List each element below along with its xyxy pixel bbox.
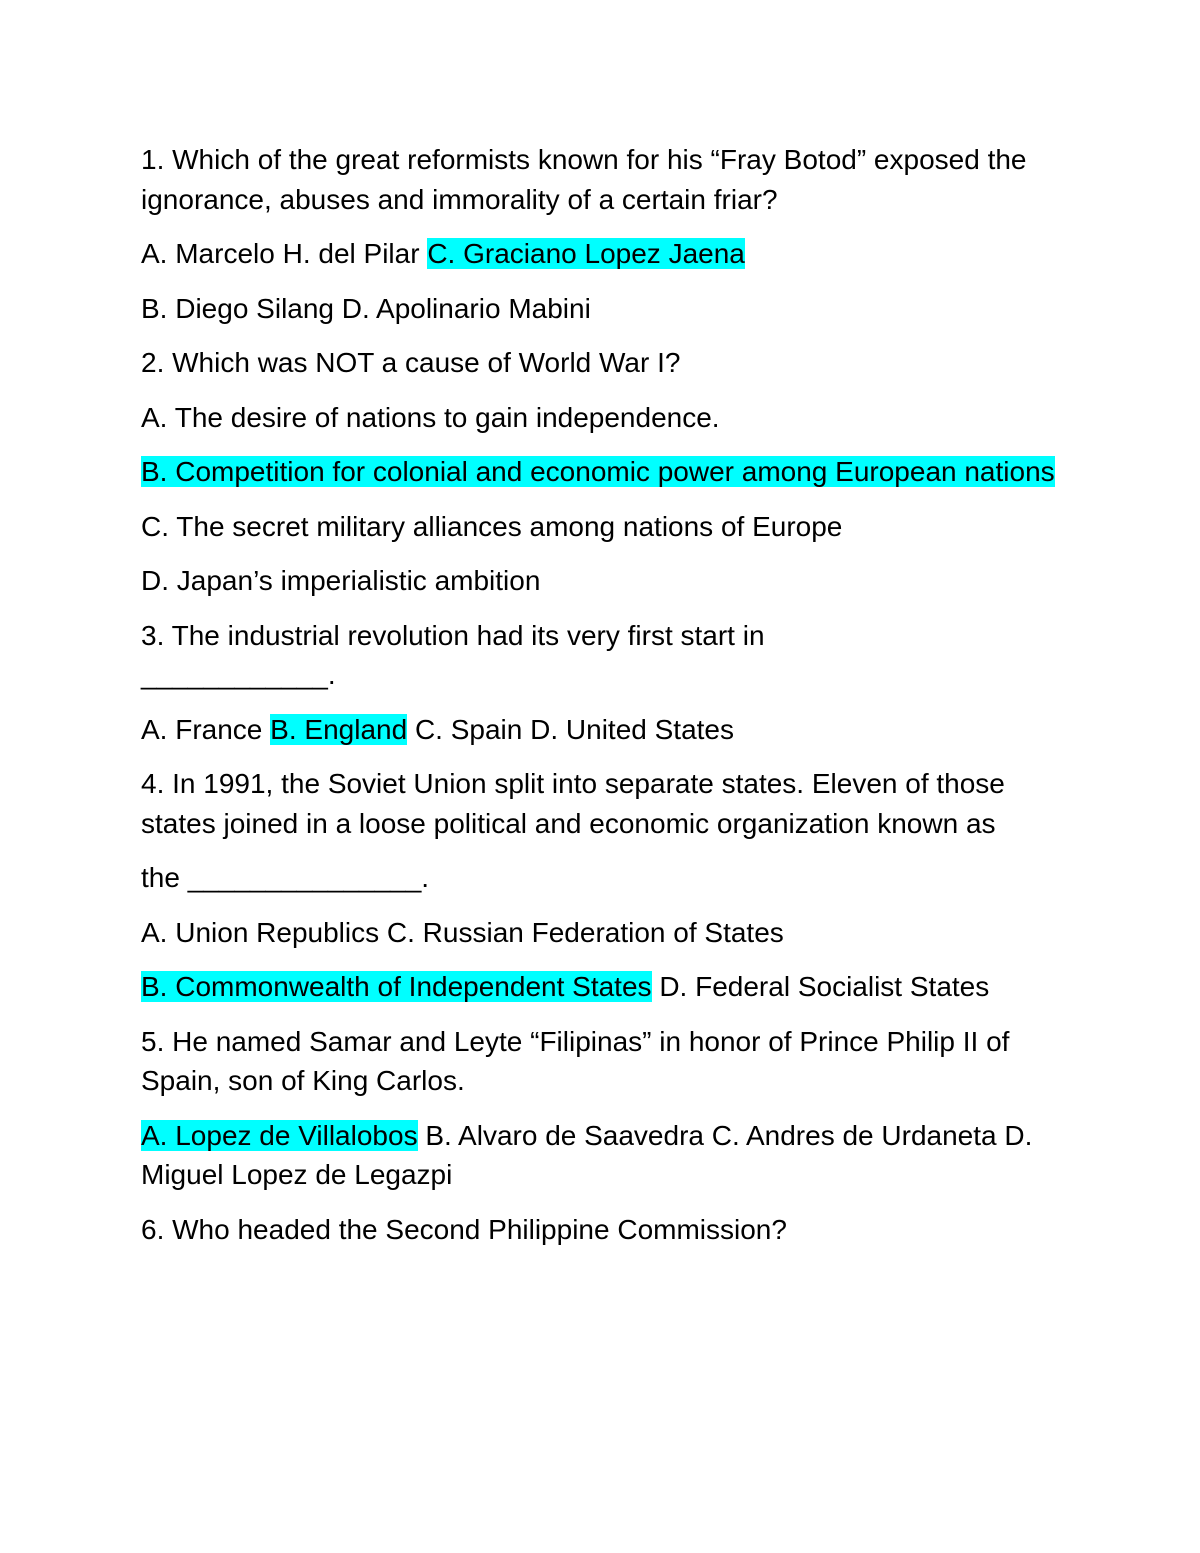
question-1-answer-highlight: C. Graciano Lopez Jaena [427,238,745,269]
question-3-options [141,710,1071,750]
question-4-options-line-2 [141,967,1071,1007]
question-3-text [141,616,1071,695]
question-4-blank-line: the _______________. [141,862,430,893]
question-1-option-a: A. Marcelo H. del Pilar [141,238,428,269]
question-3-stem: 3. The industrial revolution had its very first start in [141,619,765,651]
question-2-option-a: A. The desire of nations to gain independence. [141,401,720,433]
question-1-options-line-2: B. Diego Silang D. Apolinario Mabini [141,292,591,324]
question-4-options-line-1: A. Union Republics C. Russian Federation of States [141,916,784,948]
question-4-answer-highlight: B. Commonwealth of Independent States [141,971,652,1002]
question-5-options [141,1116,1071,1195]
question-1-text: 1. Which of the great reformists known for his “Fray Botod” exposed the ignorance, abuses and immorality of a certain friar? [141,144,1027,215]
question-5-answer-highlight: A. Lopez de Villalobos [141,1119,418,1151]
question-5-text: 5. He named Samar and Leyte “Filipinas” in honor of Prince Philip II of Spain, son of King Carlos. [141,1025,1010,1096]
question-3-option-a: A. France [141,713,271,745]
question-3-blank: ____________. [141,659,336,690]
question-4-text: 4. In 1991, the Soviet Union split into separate states. Eleven of those states joined in a loose political and economic organization known as [141,768,1005,839]
question-3-options-rest: C. Spain D. United States [407,713,734,745]
question-2-option-d: D. Japan’s imperialistic ambition [141,565,541,596]
quiz-content [141,140,1071,1264]
question-5-options-rest: B. Alvaro de Saavedra C. Andres de Urdaneta D. Miguel Lopez de Legazpi [141,1119,1033,1190]
question-2-option-b [141,452,1071,492]
question-3-answer-highlight: B. England [270,713,408,745]
question-1-options-line-1 [141,234,1071,274]
question-6-text: 6. Who headed the Second Philippine Commission? [141,1213,787,1245]
question-4-options-rest: D. Federal Socialist States [651,971,990,1002]
question-2-text: 2. Which was NOT a cause of World War I? [141,347,681,378]
question-2-option-c: C. The secret military alliances among nations of Europe [141,510,843,542]
question-2-answer-highlight: B. Competition for colonial and economic power among European nations [141,456,1055,487]
